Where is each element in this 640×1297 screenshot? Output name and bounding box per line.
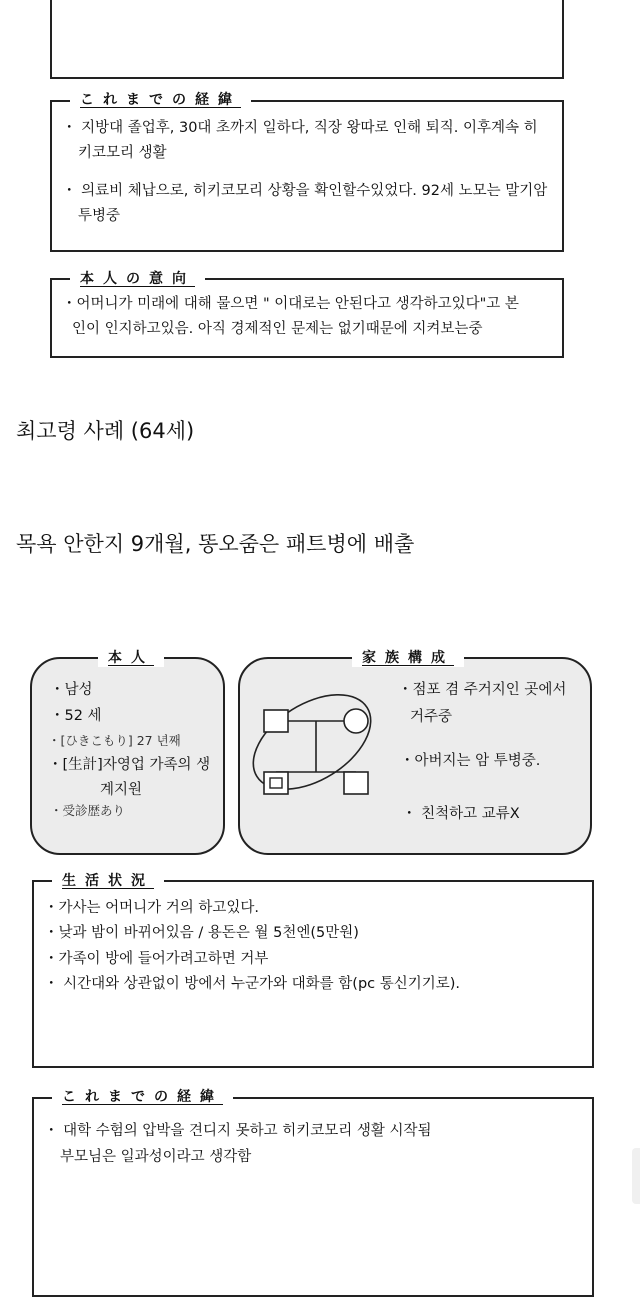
history-line: ・ 의료비 체납으로, 히키코모리 상황을 확인할수있었다. 92세 노모는 말기암 (62, 183, 548, 199)
history-line: ・ 지방대 졸업후, 30대 초까지 일하다, 직장 왕따로 인해 퇴직. 이후계속 히 (62, 120, 538, 136)
history-title-1: これまでの経緯 (70, 89, 251, 109)
person-line: ・52 세 (50, 708, 102, 724)
family-line: ・아버지는 암 투병중. (400, 753, 541, 769)
intention-line: 인이 인지하고있음. 아직 경제적인 문제는 없기때문에 지켜보는중 (72, 321, 483, 337)
person-line: ・남성 (50, 682, 93, 698)
life-line: ・가사는 어머니가 거의 하고있다. (44, 900, 260, 916)
history-line: 투병중 (78, 208, 121, 224)
life-line: ・ 시간대와 상관없이 방에서 누군가와 대화를 함(pc 통신기기로). (44, 976, 461, 992)
person-line: 계지원 (100, 782, 143, 798)
family-line: 거주중 (410, 709, 453, 725)
family-line: ・점포 겸 주거지인 곳에서 (398, 682, 567, 698)
history-title-2: これまでの経緯 (52, 1086, 233, 1106)
caption-oldest-case: 최고령 사례 (64세) (16, 419, 195, 443)
history-line: 키코모리 생활 (78, 145, 167, 161)
family-title: 家族構成 (352, 647, 464, 667)
person-line: ・[生計]자영업 가족의 생 (48, 757, 211, 773)
intention-title: 本人の意向 (70, 268, 205, 288)
previous-section-box (50, 0, 564, 79)
person-line: ・受診歴あり (50, 803, 126, 818)
life-title: 生活状況 (52, 870, 164, 890)
person-title: 本人 (98, 647, 164, 667)
intention-line: ・어머니가 미래에 대해 물으면 " 이대로는 안된다고 생각하고있다"고 본 (62, 296, 519, 312)
person-line: ・[ひきこもり] 27 년째 (48, 733, 181, 748)
family-line: ・ 친척하고 교류X (402, 806, 520, 822)
history2-line: 부모님은 일과성이라고 생각함 (60, 1149, 252, 1165)
genogram-diagram (244, 680, 394, 810)
life-line: ・낮과 밤이 바뀌어있음 / 용돈은 월 5천엔(5만원) (44, 925, 359, 941)
life-line: ・가족이 방에 들어가려고하면 거부 (44, 951, 269, 967)
edge-fragment (632, 1148, 640, 1204)
caption-bath: 목욕 안한지 9개월, 똥오줌은 패트병에 배출 (16, 532, 415, 556)
history2-line: ・ 대학 수험의 압박을 견디지 못하고 히키코모리 생활 시작됨 (44, 1123, 432, 1139)
